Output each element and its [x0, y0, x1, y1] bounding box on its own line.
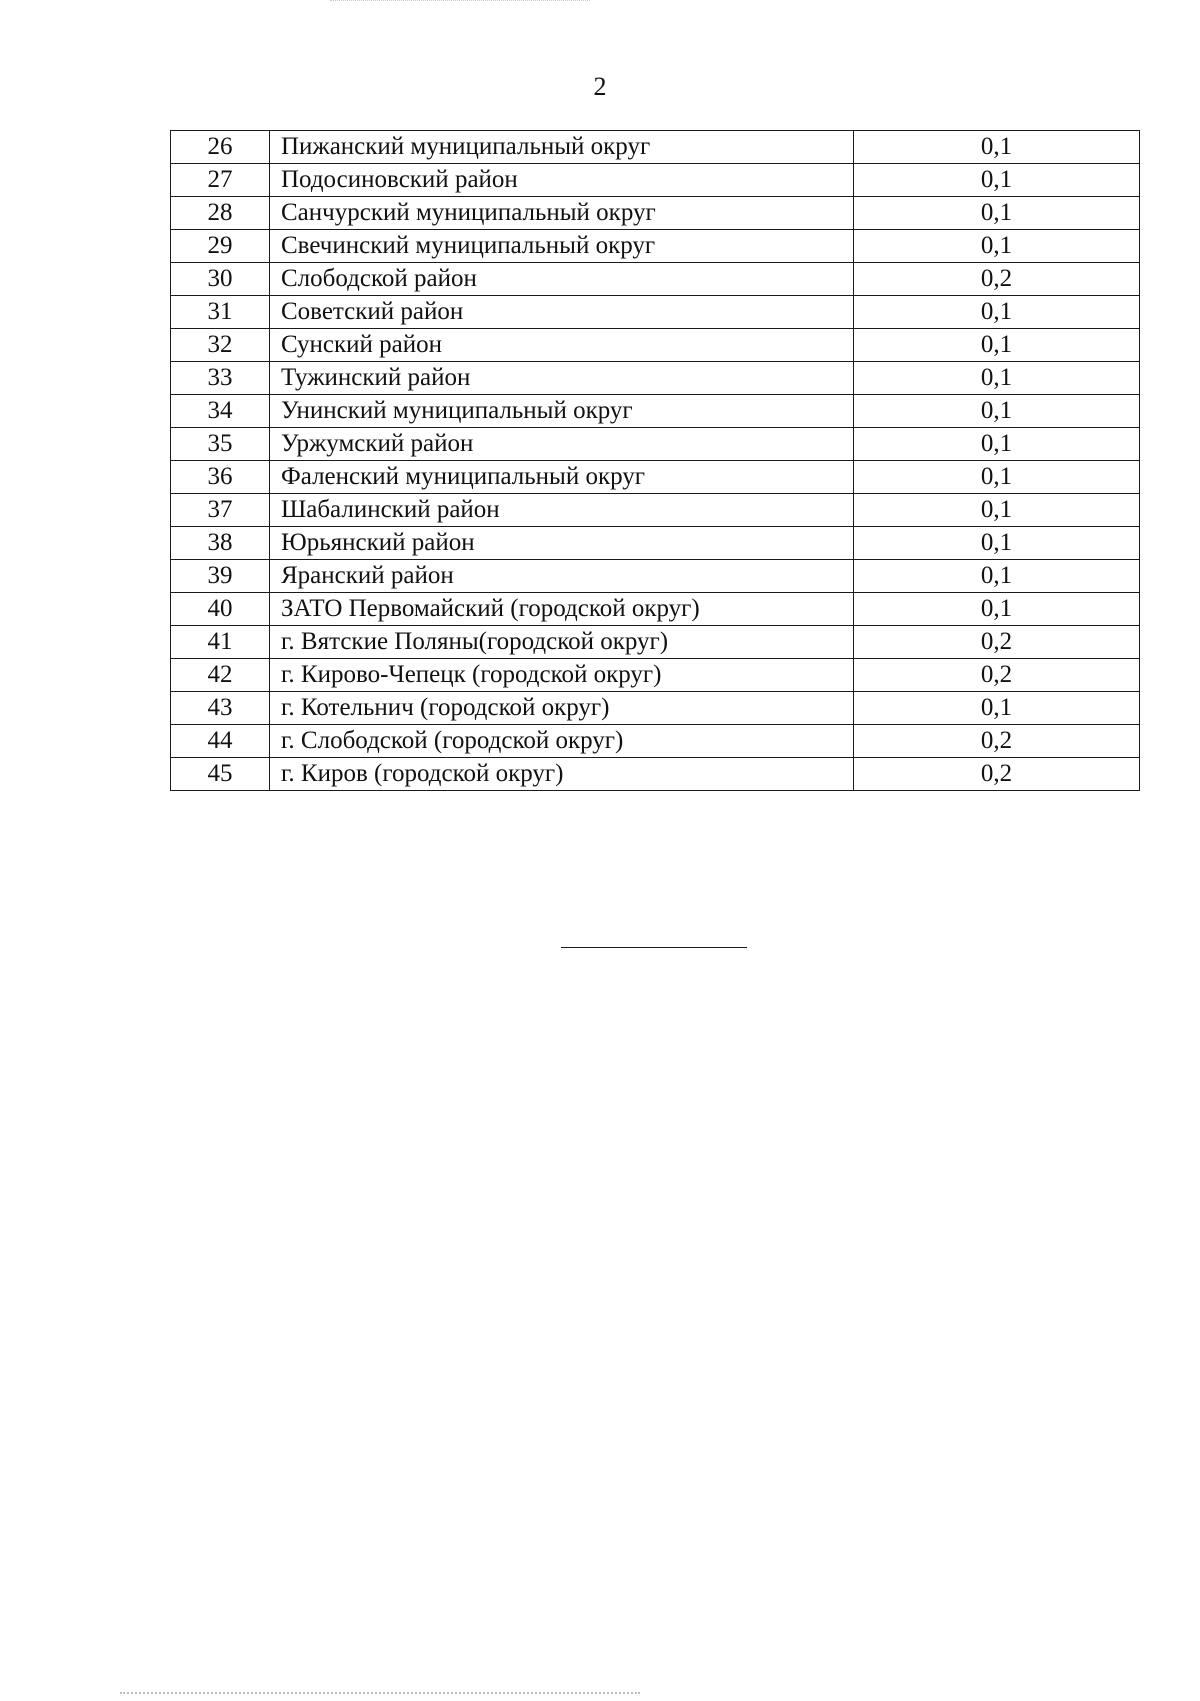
row-number: 43 [171, 692, 270, 725]
table-row [171, 725, 1140, 758]
district-name: г. Слободской (городской округ) [270, 725, 854, 758]
table-row [171, 263, 1140, 296]
table-row [171, 692, 1140, 725]
district-value: 0,1 [854, 362, 1140, 395]
district-value: 0,2 [854, 725, 1140, 758]
row-number: 26 [171, 131, 270, 164]
district-name: Свечинский муниципальный округ [270, 230, 854, 263]
district-value: 0,1 [854, 527, 1140, 560]
row-number: 42 [171, 659, 270, 692]
district-name: г. Киров (городской округ) [270, 758, 854, 791]
district-name: Шабалинский район [270, 494, 854, 527]
district-value: 0,1 [854, 164, 1140, 197]
table-row [171, 659, 1140, 692]
district-name: Унинский муниципальный округ [270, 395, 854, 428]
district-name: Юрьянский район [270, 527, 854, 560]
table-row [171, 626, 1140, 659]
districts-table [170, 130, 1140, 791]
district-value: 0,2 [854, 758, 1140, 791]
district-name: Тужинский район [270, 362, 854, 395]
table-row [171, 296, 1140, 329]
table-row [171, 131, 1140, 164]
row-number: 30 [171, 263, 270, 296]
row-number: 31 [171, 296, 270, 329]
district-value: 0,1 [854, 296, 1140, 329]
row-number: 35 [171, 428, 270, 461]
table-row [171, 230, 1140, 263]
closing-divider [561, 947, 747, 948]
district-value: 0,1 [854, 131, 1140, 164]
table-row [171, 428, 1140, 461]
table-row [171, 527, 1140, 560]
table-row [171, 164, 1140, 197]
district-name: Советский район [270, 296, 854, 329]
row-number: 37 [171, 494, 270, 527]
district-value: 0,1 [854, 197, 1140, 230]
district-name: ЗАТО Первомайский (городской округ) [270, 593, 854, 626]
row-number: 36 [171, 461, 270, 494]
row-number: 38 [171, 527, 270, 560]
district-value: 0,1 [854, 593, 1140, 626]
table-row [171, 362, 1140, 395]
table-row [171, 395, 1140, 428]
row-number: 40 [171, 593, 270, 626]
table-row [171, 329, 1140, 362]
district-value: 0,1 [854, 692, 1140, 725]
row-number: 39 [171, 560, 270, 593]
district-name: Фаленский муниципальный округ [270, 461, 854, 494]
district-value: 0,1 [854, 461, 1140, 494]
row-number: 32 [171, 329, 270, 362]
table-row [171, 758, 1140, 791]
row-number: 34 [171, 395, 270, 428]
district-value: 0,1 [854, 230, 1140, 263]
district-value: 0,1 [854, 428, 1140, 461]
table-row [171, 494, 1140, 527]
table-row [171, 461, 1140, 494]
row-number: 33 [171, 362, 270, 395]
district-value: 0,1 [854, 329, 1140, 362]
district-value: 0,1 [854, 395, 1140, 428]
district-value: 0,1 [854, 494, 1140, 527]
district-value: 0,2 [854, 263, 1140, 296]
scan-artifact-bottom [120, 1692, 640, 1694]
district-name: Сунский район [270, 329, 854, 362]
district-name: г. Вятские Поляны(городской округ) [270, 626, 854, 659]
district-name: Пижанский муниципальный округ [270, 131, 854, 164]
district-name: Санчурский муниципальный округ [270, 197, 854, 230]
page-number: 2 [593, 72, 607, 101]
district-name: Слободской район [270, 263, 854, 296]
row-number: 45 [171, 758, 270, 791]
scan-artifact-top [330, 0, 590, 1]
district-value: 0,2 [854, 659, 1140, 692]
district-name: Подосиновский район [270, 164, 854, 197]
table-row [171, 560, 1140, 593]
district-value: 0,1 [854, 560, 1140, 593]
row-number: 44 [171, 725, 270, 758]
row-number: 29 [171, 230, 270, 263]
row-number: 41 [171, 626, 270, 659]
district-value: 0,2 [854, 626, 1140, 659]
table-row [171, 197, 1140, 230]
district-name: Уржумский район [270, 428, 854, 461]
district-name: Яранский район [270, 560, 854, 593]
row-number: 28 [171, 197, 270, 230]
district-name: г. Котельнич (городской округ) [270, 692, 854, 725]
district-name: г. Кирово-Чепецк (городской округ) [270, 659, 854, 692]
table-row [171, 593, 1140, 626]
row-number: 27 [171, 164, 270, 197]
